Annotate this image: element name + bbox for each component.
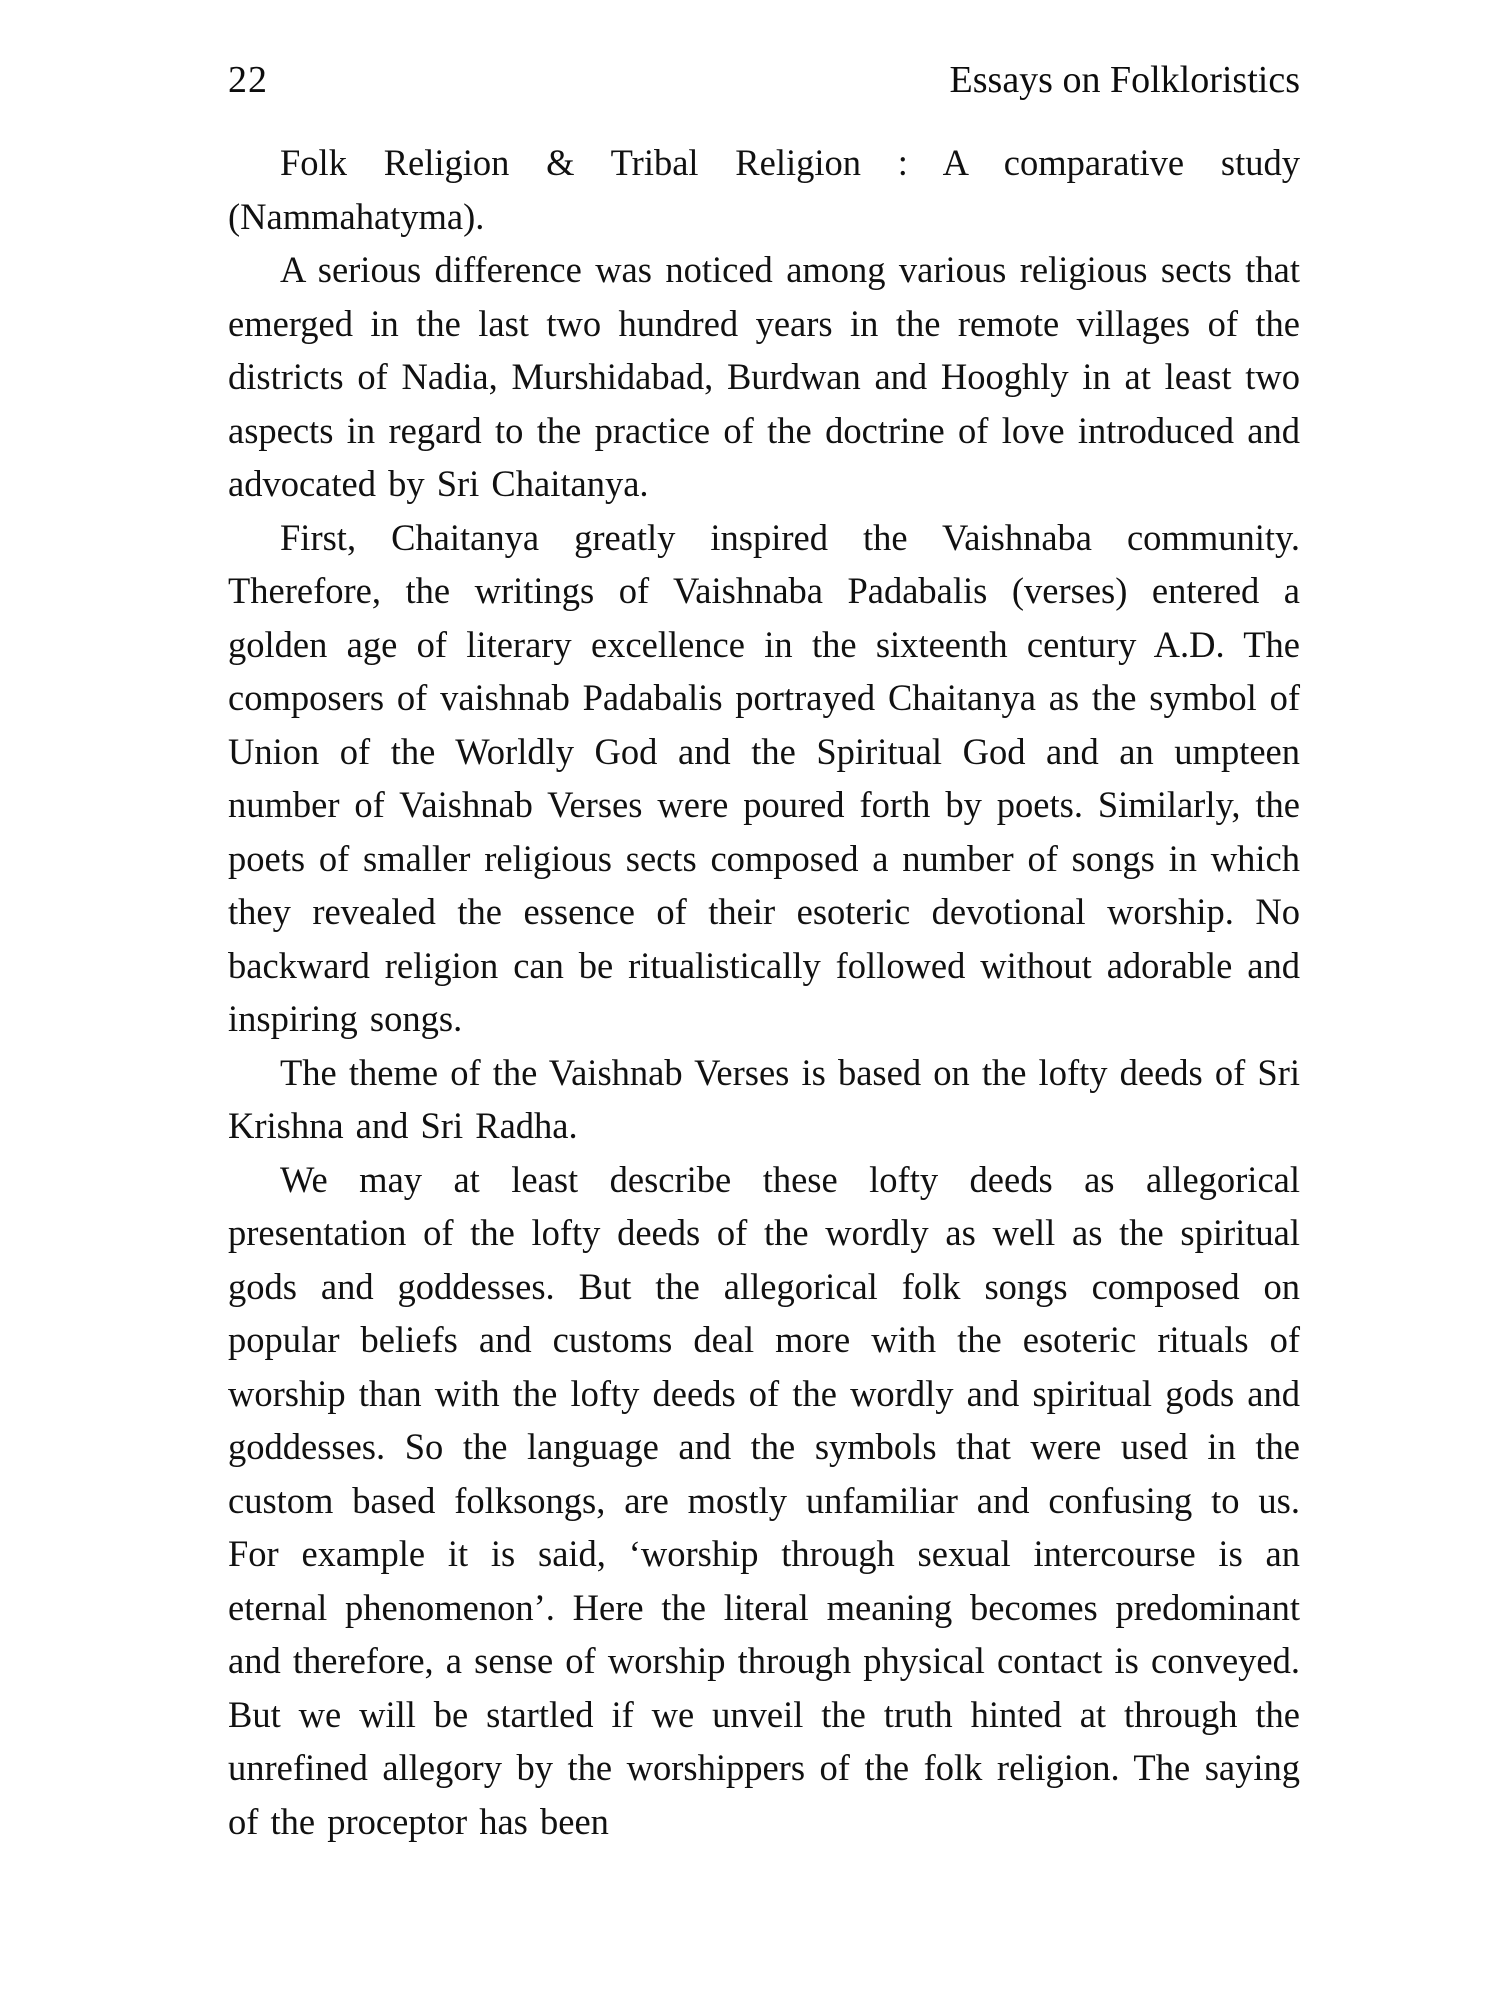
page-number: 22: [228, 59, 268, 101]
running-title: Essays on Folkloristics: [949, 59, 1300, 101]
paragraph-folk-religion-heading: Folk Religion & Tribal Religion : A comparative study (Nammahatyma).: [228, 142, 1300, 237]
paragraph-serious-difference: A serious difference was noticed among various religious sects that emerged in the last two hundred years in the remote villages of the districts of Nadia, Murshidabad, Burdwan and Hooghly in at least two aspects in regard to the practice of the doctrine of love introduced and advocated by Sri Chaitanya.: [228, 249, 1300, 504]
paragraph-theme-vaishnab-verses: The theme of the Vaishnab Verses is based on the lofty deeds of Sri Krishna and Sri Radha.: [228, 1051, 1300, 1146]
paragraph-allegorical-presentation: We may at least describe these lofty deeds as allegorical presentation of the lofty deeds of the wordly as well as the spiritual gods and goddesses. But the allegorical folk songs composed on popular beliefs and customs deal more with the esoteric rituals of worship than with the lofty deeds of the wordly and spiritual gods and goddesses. So the language and the symbols that were used in the custom based folksongs, are mostly unfamiliar and confusing to us. For example it is said, ‘worship through sexual intercourse is an eternal phenomenon’. Here the literal meaning becomes predominant and therefore, a sense of worship through physical contact is conveyed. But we will be startled if we unveil the truth hinted at through the unrefined allegory by the worshippers of the folk religion. The saying of the proceptor has been: [228, 1158, 1300, 1842]
running-head: [228, 58, 1300, 102]
paragraph-chaitanya-vaishnaba: First, Chaitanya greatly inspired the Vaishnaba community. Therefore, the writings of Vaishnaba Padabalis (verses) entered a golden age of literary excellence in the sixteenth century A.D. The composers of vaishnab Padabalis portrayed Chaitanya as the symbol of Union of the Worldly God and the Spiritual God and an umpteen number of Vaishnab Verses were poured forth by poets. Similarly, the poets of smaller religious sects composed a number of songs in which they revealed the essence of their esoteric devotional worship. No backward religion can be ritualistically followed without adorable and inspiring songs.: [228, 516, 1300, 1039]
body-text: [228, 136, 1300, 1848]
book-page: [228, 58, 1300, 1848]
